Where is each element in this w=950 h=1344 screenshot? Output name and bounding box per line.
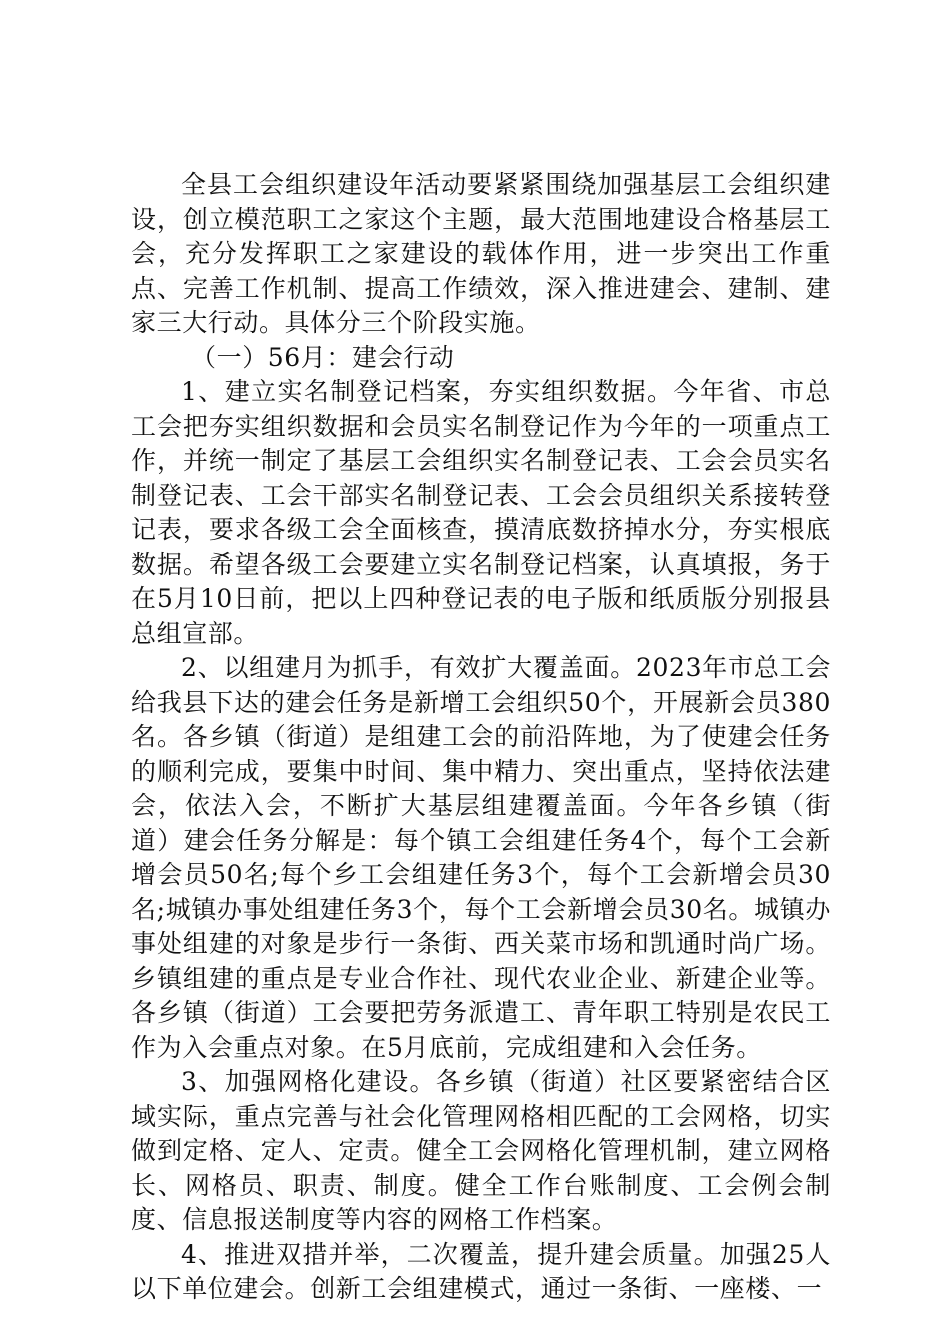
paragraph-item-2: 2、以组建月为抓手，有效扩大覆盖面。2023年市总工会给我县下达的建会任务是新增工会组织50个，开展新会员380名。各乡镇（街道）是组建工会的前沿阵地，为了使建会任务的顺利完成，要集中时间、集中精力、突出重点，坚持依法建会，依法入会，不断扩大基层组建覆盖面。今年各乡镇（街道）建会任务分解是：每个镇工会组建任务4个，每个工会新增会员50名;每个乡工会组建任务3个，每个工会新增会员30名;城镇办事处组建任务3个，每个工会新增会员30名。城镇办事处组建的对象是步行一条街、西关菜市场和凯通时尚广场。乡镇组建的重点是专业合作社、现代农业企业、新建企业等。各乡镇（街道）工会要把劳务派遣工、青年职工特别是农民工作为入会重点对象。在5月底前，完成组建和入会任务。 xyxy=(131,653,831,1062)
document-body xyxy=(131,168,831,1307)
paragraph-item-1: 1、建立实名制登记档案，夯实组织数据。今年省、市总工会把夯实组织数据和会员实名制登记作为今年的一项重点工作，并统一制定了基层工会组织实名制登记表、工会会员实名制登记表、工会干部实名制登记表、工会会员组织关系接转登记表，要求各级工会全面核查，摸清底数挤掉水分，夯实根底数据。希望各级工会要建立实名制登记档案，认真填报，务于在5月10日前，把以上四种登记表的电子版和纸质版分别报县总组宣部。 xyxy=(131,377,831,648)
paragraph-item-4: 4、推进双措并举，二次覆盖，提升建会质量。加强25人以下单位建会。创新工会组建模式，通过一条街、一座楼、一 xyxy=(131,1239,831,1303)
paragraph-item-3: 3、加强网格化建设。各乡镇（街道）社区要紧密结合区域实际，重点完善与社会化管理网格相匹配的工会网格，切实做到定格、定人、定责。健全工会网格化管理机制，建立网格长、网格员、职责、制度。健全工作台账制度、工会例会制度、信息报送制度等内容的网格工作档案。 xyxy=(131,1067,831,1234)
paragraph-intro: 全县工会组织建设年活动要紧紧围绕加强基层工会组织建设，创立模范职工之家这个主题，最大范围地建设合格基层工会，充分发挥职工之家建设的载体作用，进一步突出工作重点、完善工作机制、提高工作绩效，深入推进建会、建制、建家三大行动。具体分三个阶段实施。 xyxy=(131,170,831,337)
section-heading: （一）56月：建会行动 xyxy=(191,342,455,372)
